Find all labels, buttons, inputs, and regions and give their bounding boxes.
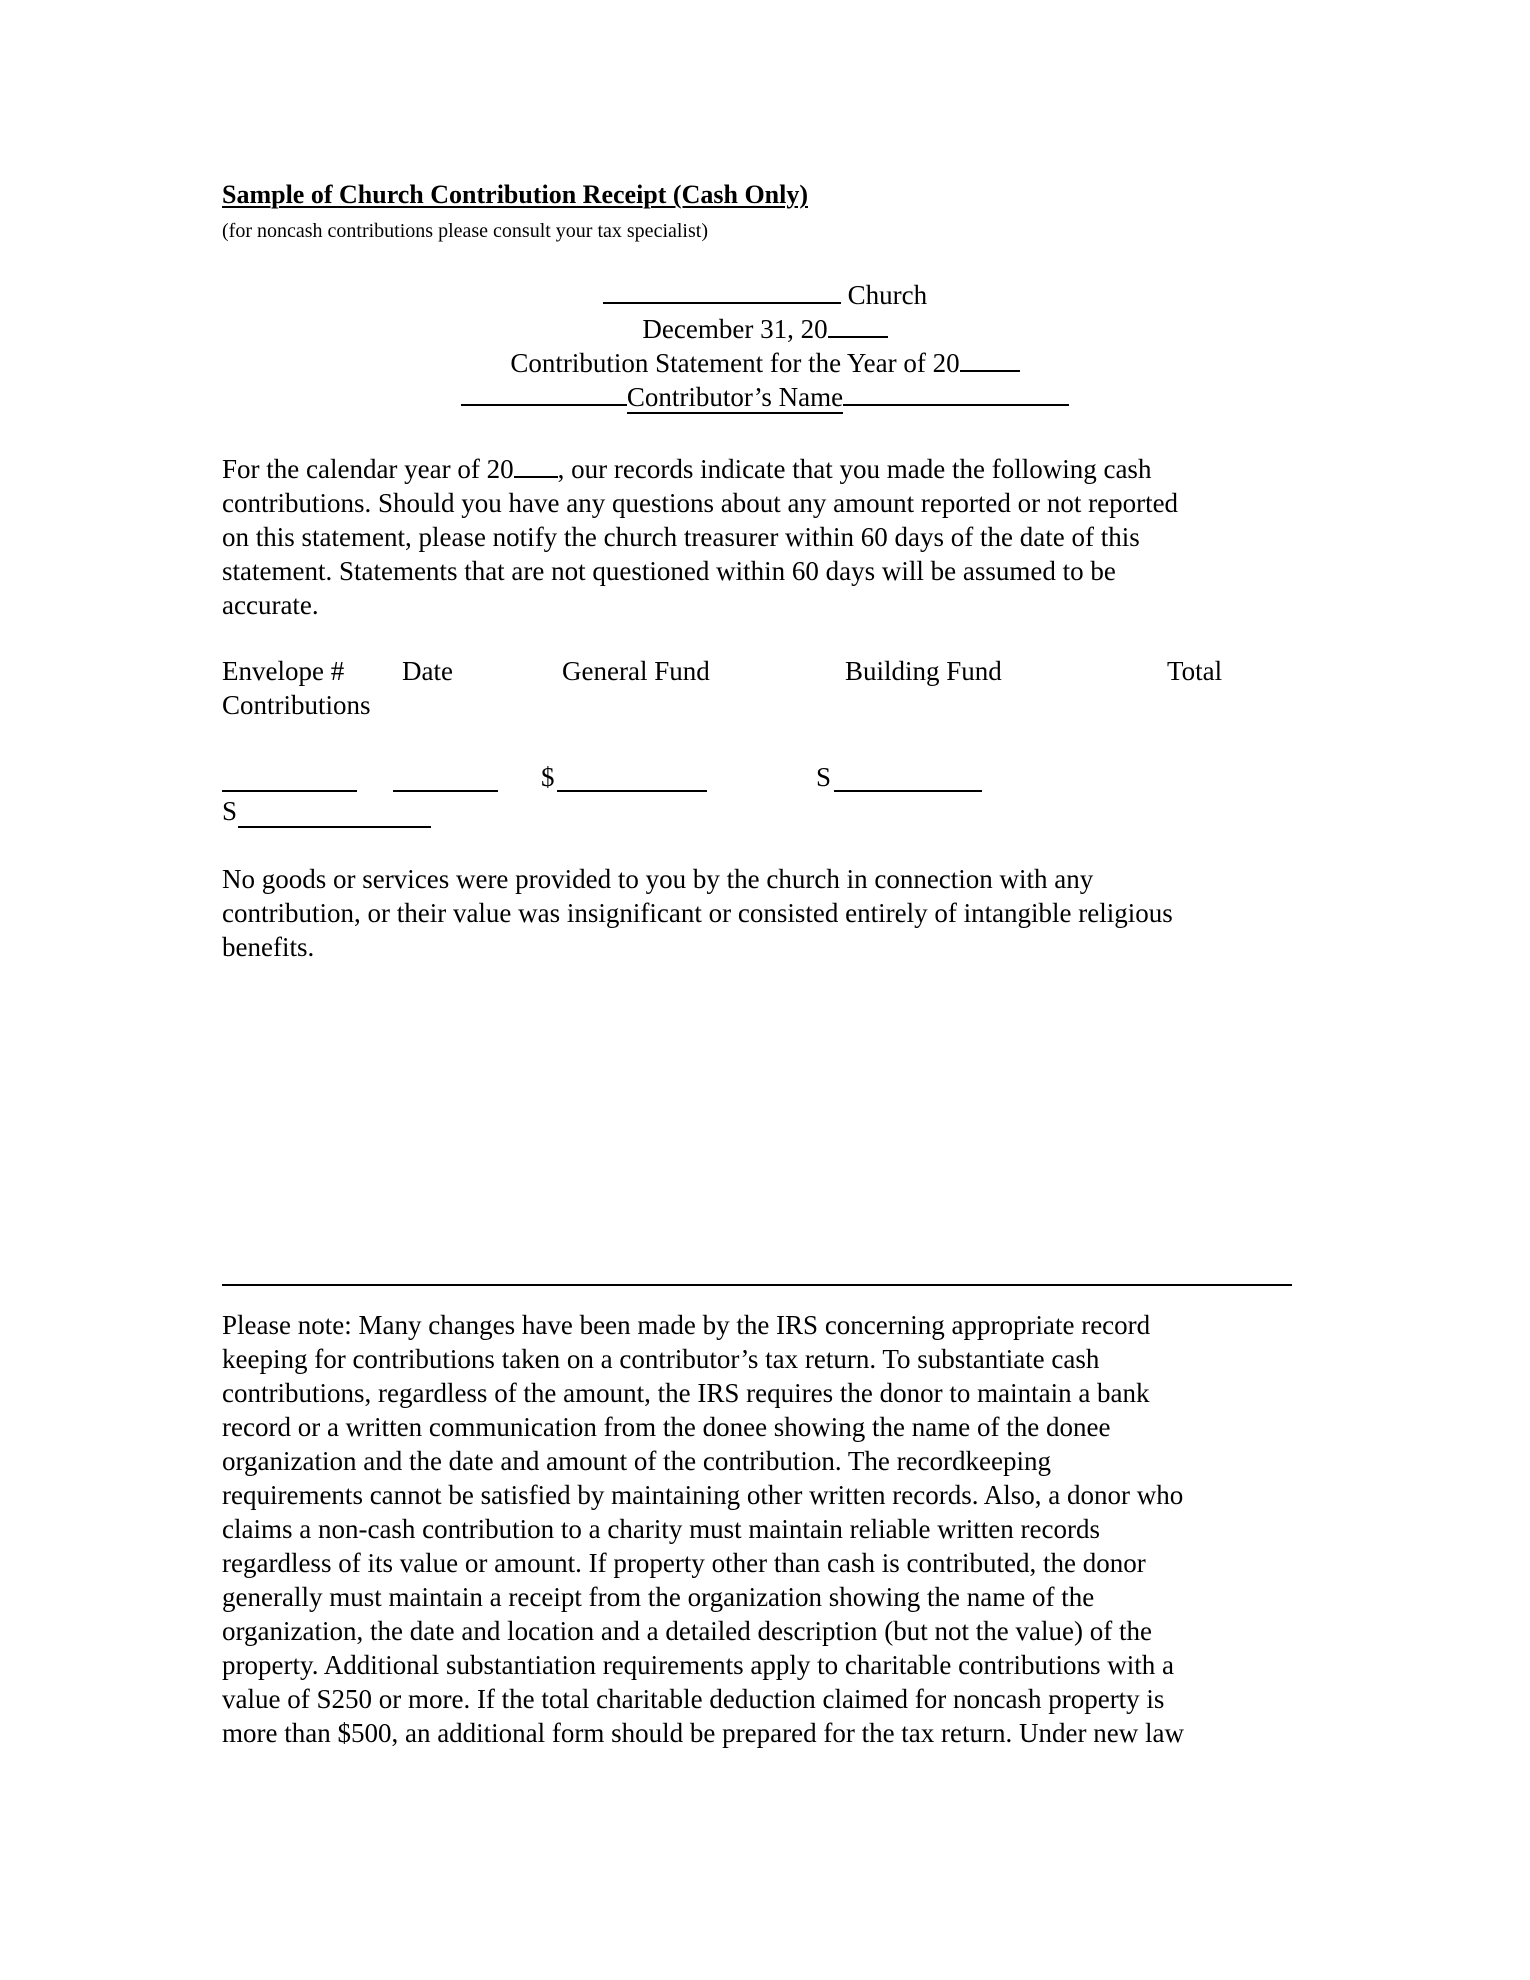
note-line-8: regardless of its value or amount. If property other than cash is contributed, the donor [222,1548,1146,1578]
no-goods-line-3: benefits. [222,932,315,962]
note-line-10: organization, the date and location and a detailed description (but not the value) of the [222,1616,1152,1646]
header-envelope: Envelope # [222,656,345,686]
no-goods-line-2: contribution, or their value was insignificant or consisted entirely of intangible religious [222,898,1173,928]
statement-year-blank[interactable] [960,369,1020,372]
note-line-3: contributions, regardless of the amount, the IRS requires the donor to maintain a bank [222,1378,1150,1408]
intro-line-5: accurate. [222,590,319,620]
intro-line-1: For the calendar year of 20 , our records indicate that you made the following cash [222,454,1152,484]
note-line-12: value of S250 or more. If the total charitable deduction claimed for noncash property is [222,1684,1165,1714]
document-title: Sample of Church Contribution Receipt (Cash Only) [222,180,809,209]
total-currency: S [222,796,238,826]
header-date: Date [402,656,453,686]
general-fund-currency: $ [541,762,555,792]
note-line-7: claims a non-cash contribution to a charity must maintain reliable written records [222,1514,1100,1544]
calendar-year-blank[interactable] [514,475,558,478]
header-building-fund: Building Fund [845,656,1002,686]
church-label: Church [847,280,928,310]
header-contributions: Contributions [222,690,371,720]
total-amount-blank[interactable] [238,826,431,828]
contributor-name-blank[interactable] [843,403,1069,406]
date-line [0,314,1530,345]
building-fund-amount-blank[interactable] [834,790,982,792]
note-line-9: generally must maintain a receipt from the organization showing the name of the [222,1582,1095,1612]
intro-paragraph [222,452,1302,622]
note-line-2: keeping for contributions taken on a contributor’s tax return. To substantiate cash [222,1344,1100,1374]
header-general-fund: General Fund [562,656,710,686]
note-line-4: record or a written communication from the donee showing the name of the donee [222,1412,1111,1442]
statement-line [0,348,1530,379]
no-goods-paragraph [222,862,1302,964]
date-prefix: December 31, 20 [642,314,828,344]
building-fund-currency: S [816,762,832,792]
note-line-13: more than $500, an additional form should be prepared for the tax return. Under new law [222,1718,1184,1748]
intro-line-3: on this statement, please notify the church treasurer within 60 days of the date of this [222,522,1140,552]
note-line-1: Please note: Many changes have been made by the IRS concerning appropriate record [222,1310,1151,1340]
date-blank[interactable] [393,790,498,792]
header-total: Total [1167,656,1223,686]
church-name-line [0,280,1530,311]
note-paragraph [222,1308,1302,1750]
note-line-6: requirements cannot be satisfied by maintaining other written records. Also, a donor who [222,1480,1184,1510]
date-year-blank[interactable] [828,335,888,338]
document-subtitle: (for noncash contributions please consult your tax specialist) [222,220,708,242]
intro-line-2: contributions. Should you have any questions about any amount reported or not reported [222,488,1179,518]
statement-prefix: Contribution Statement for the Year of 20 [510,348,960,378]
note-line-5: organization and the date and amount of the contribution. The recordkeeping [222,1446,1051,1476]
contributor-label: Contributor’s Name [626,382,844,412]
general-fund-amount-blank[interactable] [557,790,707,792]
contributor-line [0,382,1530,413]
envelope-number-blank[interactable] [222,790,357,792]
intro-line-4: statement. Statements that are not questioned within 60 days will be assumed to be [222,556,1116,586]
no-goods-line-1: No goods or services were provided to you by the church in connection with any [222,864,1094,894]
church-name-blank[interactable] [603,301,841,304]
contributor-left-rule [461,403,627,406]
note-line-11: property. Additional substantiation requirements apply to charitable contributions with a [222,1650,1175,1680]
separator-rule [222,1284,1292,1286]
